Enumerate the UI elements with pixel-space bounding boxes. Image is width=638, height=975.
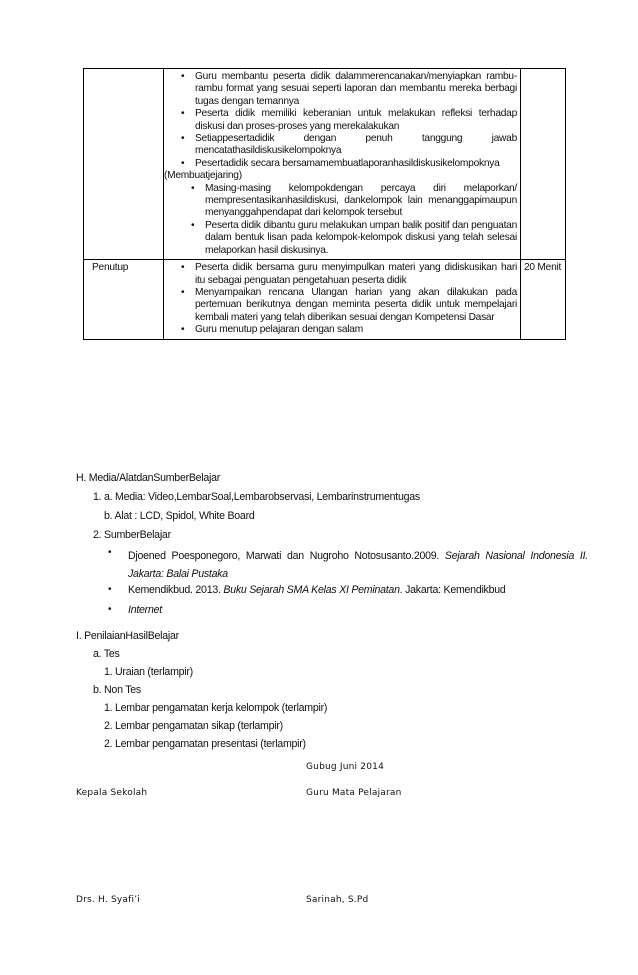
nontest-item: 2. Lembar pengamatan sikap (terlampir) <box>104 720 283 732</box>
time-cell: 20 Menit <box>521 260 566 339</box>
activity-list <box>164 71 517 170</box>
bullet-icon: • <box>108 547 112 558</box>
source-text: . Jakarta: Kemendikbud <box>399 584 506 596</box>
activity-cell <box>164 260 521 339</box>
table-row <box>84 69 566 260</box>
bullet-icon: • <box>108 584 112 595</box>
nontest-label: b. Non Tes <box>93 684 141 696</box>
list-item: • Pesertadidik secara bersamamembuatlaporanhasildiskusikelompoknya <box>164 158 517 170</box>
principal-name: Drs. H. Syafi’i <box>76 895 140 905</box>
source-text: Kemendikbud. 2013. <box>128 584 224 596</box>
nontest-item: 2. Lembar pengamatan presentasi (terlampir) <box>104 738 306 750</box>
stage-cell: Penutup <box>84 260 164 339</box>
activity-list <box>164 183 517 257</box>
table-row <box>84 260 566 339</box>
activity-table <box>83 68 566 340</box>
section-h-heading: H. Media/AlatdanSumberBelajar <box>76 472 221 484</box>
test-item: 1. Uraian (terlampir) <box>104 666 193 678</box>
source-item <box>128 547 588 583</box>
activity-list <box>164 262 517 336</box>
source-item <box>128 604 162 616</box>
list-item: • Menyampaikan rencana Ulangan harian yang akan dilakukan pada pertemuan berikutnya dengan meminta peserta didik untuk mempelajari kembali materi yang telah diberikan sesuai dengan Kompetensi Dasar <box>164 287 517 324</box>
teacher-title: Guru Mata Pelajaran <box>306 788 402 798</box>
list-item: • Setiappesertadidik dengan penuh tanggung jawab mencatathasildiskusikelompoknya <box>164 133 517 158</box>
source-title: Sejarah Nasional Indonesia II. Jakarta: Balai Pustaka <box>128 550 588 580</box>
list-item: • Guru membantu peserta didik dalammerencanakan/menyiapkan rambu-rambu format yang sesuai seperti laporan dan membantu mereka berbagi tugas dengan temannya <box>164 71 517 108</box>
source-title: Buku Sejarah SMA Kelas XI Peminatan <box>223 584 400 596</box>
list-item: • Peserta didik memiliki keberanian untuk melakukan refleksi terhadap diskusi dan proses-proses yang merekalakukan <box>164 108 517 133</box>
nontest-item: 1. Lembar pengamatan kerja kelompok (terlampir) <box>104 702 328 714</box>
source-title: Internet <box>128 604 162 616</box>
list-item: • Guru menutup pelajaran dengan salam <box>164 324 517 336</box>
time-cell <box>521 69 566 260</box>
sources-heading: 2. SumberBelajar <box>93 529 171 541</box>
source-item <box>128 584 506 596</box>
media-line: 1. a. Media: Video,LembarSoal,Lembarobservasi, Lembarinstrumentugas <box>93 491 420 503</box>
list-item: • Peserta didik dibantu guru melakukan umpan balik positif dan penguatan dalam bentuk lisan pada kelompok-kelompok diskusi yang telah selesai melaporkan hasil diskusinya. <box>174 220 517 257</box>
activity-cell <box>164 69 521 260</box>
source-text: Djoened Poesponegoro, Marwati dan Nugroho Notosusanto.2009. <box>128 550 445 562</box>
principal-title: Kepala Sekolah <box>76 788 148 798</box>
test-label: a. Tes <box>93 648 120 660</box>
list-item: • Masing-masing kelompokdengan percaya diri melaporkan/ mempresentasikanhasildiskusi, dankelompok lain menanggapimaupun menyanggahpendapat dari kelompok tersebut <box>174 183 517 220</box>
section-i-heading: I. PenilaianHasilBelajar <box>76 630 179 642</box>
bullet-icon: • <box>108 604 112 615</box>
tools-line: b. Alat : LCD, Spidol, White Board <box>104 510 255 522</box>
stage-cell <box>84 69 164 260</box>
place-date: Gubug Juni 2014 <box>306 762 384 772</box>
list-item: • Peserta didik bersama guru menyimpulkan materi yang didiskusikan hari itu sebagai penguatan pengetahuan peserta didik <box>164 262 517 287</box>
teacher-name: Sarinah, S.Pd <box>306 895 369 905</box>
subheading: (Membuatjejaring) <box>164 170 242 182</box>
